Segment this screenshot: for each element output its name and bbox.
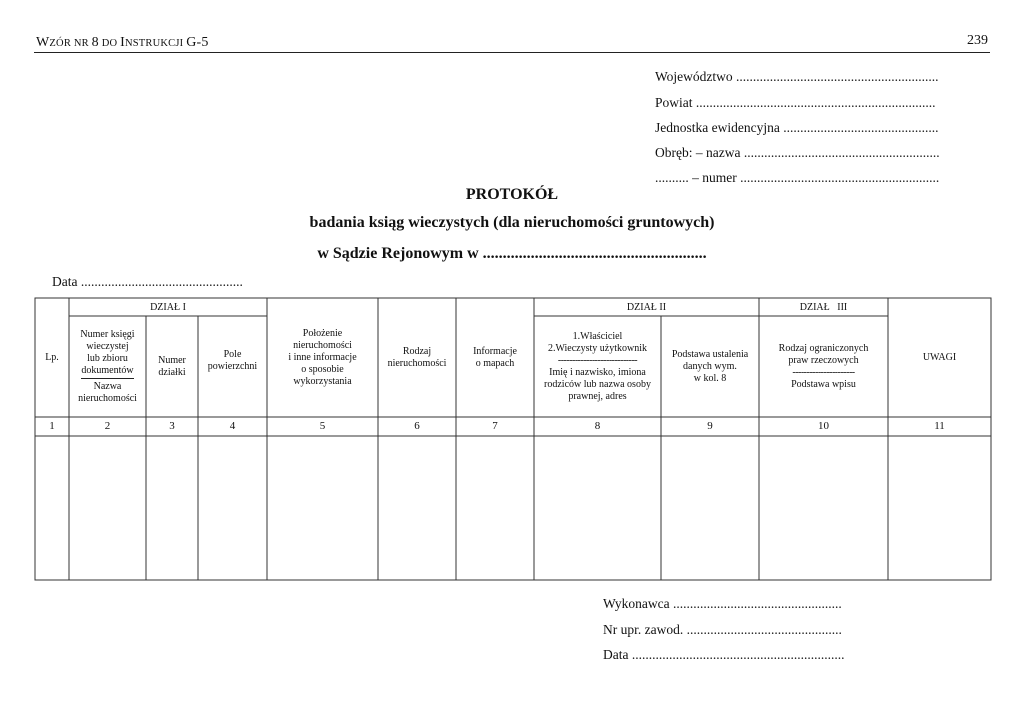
col-numer-dzialki-header: Numer działki <box>158 354 186 378</box>
instruction-reference: WZÓR NR 8 DO INSTRUKCJI G-5 <box>36 35 209 50</box>
powiat-field[interactable]: Powiat ....................................................................... <box>655 95 936 110</box>
col-ograniczenia-header: Rodzaj ograniczonych praw rzeczowych ---------------------- Podstawa wpisu <box>778 342 869 390</box>
col-number: 10 <box>818 420 829 432</box>
nr-upr-zawod-field[interactable]: Nr upr. zawod. .............................................. <box>603 622 842 637</box>
col-number: 1 <box>49 420 55 432</box>
wykonawca-field[interactable]: Wykonawca .................................................. <box>603 596 842 611</box>
col-number: 7 <box>492 420 498 432</box>
wojewodztwo-field[interactable]: Województwo ............................................................ <box>655 69 939 84</box>
col-lp-header: Lp. <box>45 351 59 363</box>
col-pole-header: Pole powierzchni <box>207 349 258 372</box>
col-informacje-header: Informacje o mapach <box>473 345 517 369</box>
dzial-1-header: DZIAŁ I <box>150 302 186 313</box>
dzial-2-header: DZIAŁ II <box>626 302 667 313</box>
page-number: 239 <box>967 33 988 48</box>
court-line: w Sądzie Rejonowym w ........................................................ <box>317 245 707 262</box>
col-ksiega-header: Numer księgi wieczystej lub zbioru dokumentów Nazwa nieruchomości <box>78 328 137 404</box>
col-number: 6 <box>414 420 420 432</box>
document-title: PROTOKÓŁ <box>465 186 559 203</box>
col-podstawa-ustalenia-header: Podstawa ustalenia danych wym. w kol. 8 <box>671 348 749 384</box>
col-number: 8 <box>594 420 601 432</box>
col-number: 2 <box>104 420 111 432</box>
date-field[interactable]: Data ................................................ <box>52 274 243 289</box>
col-polozenie-header: Położenie nieruchomości i inne informacje o sposobie wykorzystania <box>288 327 357 387</box>
col-uwagi-header: UWAGI <box>922 351 957 363</box>
col-number: 11 <box>934 420 945 432</box>
col-rodzaj-header: Rodzaj nieruchomości <box>387 345 447 369</box>
jednostka-ewidencyjna-field[interactable]: Jednostka ewidencyjna .............................................. <box>655 120 939 135</box>
obreb-numer-field[interactable]: .......... – numer ........................................................... <box>655 170 940 185</box>
col-wlasciciel-header: 1.Właściciel 2.Wieczysty użytkownik ---------------------------- Imię i nazwisko, imiona rodziców lub nazwa osoby prawnej, adres <box>544 330 651 402</box>
obreb-nazwa-field[interactable]: Obręb: – nazwa .......................................................... <box>655 145 940 160</box>
col-number: 4 <box>229 420 236 432</box>
dzial-3-header: DZIAŁ III <box>799 302 848 313</box>
table-entry-area[interactable] <box>36 437 990 579</box>
col-number: 3 <box>169 420 175 432</box>
signature-date-field[interactable]: Data ............................................................... <box>603 647 845 662</box>
document-subtitle: badania ksiąg wieczystych (dla nieruchomości gruntowych) <box>309 214 715 231</box>
col-number: 5 <box>319 420 326 432</box>
col-number: 9 <box>707 420 713 432</box>
